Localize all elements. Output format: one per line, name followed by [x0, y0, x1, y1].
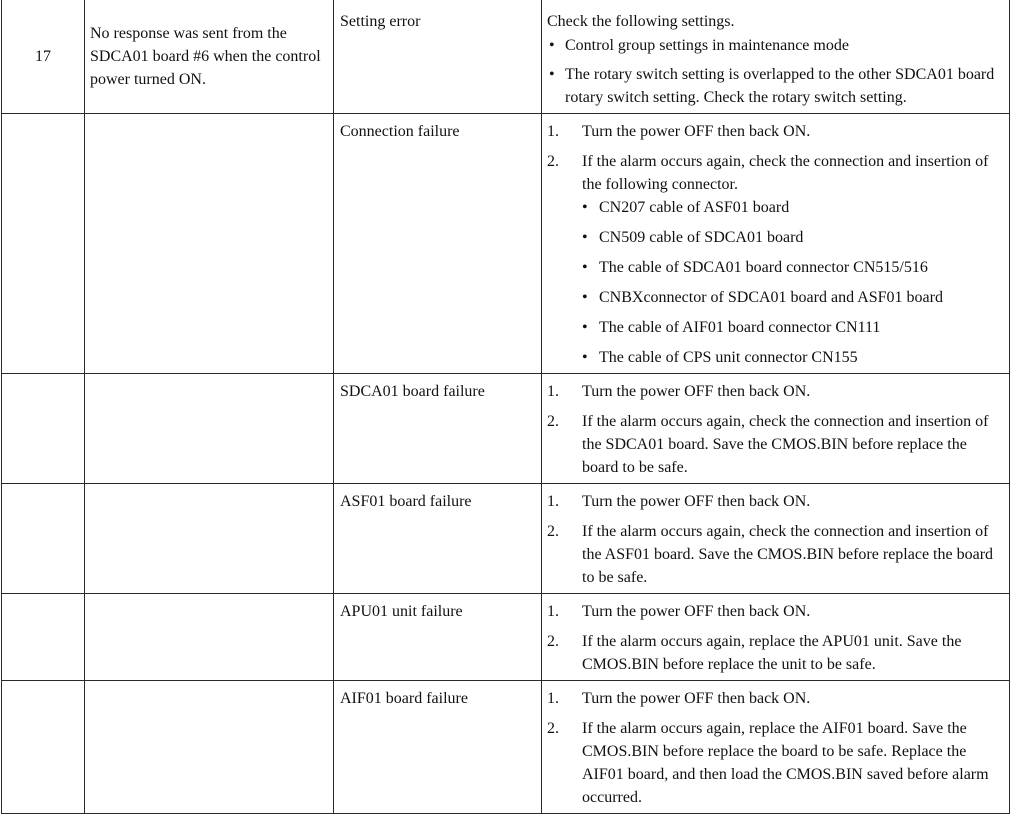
alarm-number-empty	[2, 681, 85, 814]
connector-item-text: CNBXconnector of SDCA01 board and ASF01 board	[599, 289, 943, 306]
cause-name: APU01 unit failure	[340, 603, 463, 620]
alarm-table	[1, 0, 1010, 814]
table-row	[2, 114, 1010, 374]
alarm-number-empty	[2, 594, 85, 681]
cause-cell	[334, 114, 542, 374]
remedy-bullet-text: Control group settings in maintenance mode	[565, 37, 849, 54]
bullet-icon: •	[549, 37, 555, 54]
remedy-cell	[542, 484, 1010, 594]
alarm-message-empty	[85, 374, 334, 484]
connector-list	[582, 196, 1005, 369]
remedy-cell	[542, 594, 1010, 681]
remedy-step	[547, 717, 1005, 809]
alarm-number-empty	[2, 114, 85, 374]
alarm-message	[85, 0, 334, 114]
bullet-icon: •	[582, 289, 588, 306]
step-text: Turn the power OFF then back ON.	[582, 690, 811, 707]
remedy-step	[547, 630, 1005, 676]
remedy-step	[547, 600, 1005, 623]
step-text: Turn the power OFF then back ON.	[582, 493, 811, 510]
step-text: If the alarm occurs again, replace the AIF01 board. Save the CMOS.BIN before replace the board to be safe. Replace the AIF01 board, and then load the CMOS.BIN saved before alarm occurred.	[582, 720, 989, 806]
remedy-step	[547, 490, 1005, 513]
alarm-message-empty	[85, 114, 334, 374]
remedy-cell	[542, 0, 1010, 114]
cause-name: ASF01 board failure	[340, 493, 472, 510]
bullet-icon: •	[582, 259, 588, 276]
alarm-message-empty	[85, 594, 334, 681]
step-text: Turn the power OFF then back ON.	[582, 383, 811, 400]
alarm-number-empty	[2, 484, 85, 594]
remedy-step	[547, 150, 1005, 369]
list-item	[582, 286, 1005, 309]
step-number: 2.	[547, 523, 559, 540]
connector-item-text: CN207 cable of ASF01 board	[599, 199, 790, 216]
step-text: If the alarm occurs again, replace the APU01 unit. Save the CMOS.BIN before replace the unit to be safe.	[582, 633, 962, 673]
list-item	[582, 256, 1005, 279]
list-item	[582, 346, 1005, 369]
remedy-step	[547, 380, 1005, 403]
cause-name: Setting error	[340, 13, 421, 30]
bullet-icon: •	[582, 319, 588, 336]
cause-cell	[334, 484, 542, 594]
list-item	[582, 196, 1005, 219]
table-row	[2, 681, 1010, 814]
list-item	[547, 63, 1005, 109]
remedy-cell	[542, 374, 1010, 484]
alarm-number: 17	[2, 0, 85, 114]
cause-cell	[334, 374, 542, 484]
alarm-number-empty	[2, 374, 85, 484]
bullet-icon: •	[549, 66, 555, 83]
connector-item-text: CN509 cable of SDCA01 board	[599, 229, 804, 246]
cause-name: Connection failure	[340, 123, 460, 140]
step-text: If the alarm occurs again, check the connection and insertion of the SDCA01 board. Save the CMOS.BIN before replace the board to be safe.	[582, 413, 989, 476]
cause-cell	[334, 0, 542, 114]
step-number: 1.	[547, 123, 559, 140]
table-row	[2, 374, 1010, 484]
remedy-step	[547, 687, 1005, 710]
step-text: Turn the power OFF then back ON.	[582, 603, 811, 620]
alarm-message-empty	[85, 484, 334, 594]
step-number: 2.	[547, 153, 559, 170]
table-row	[2, 0, 1010, 114]
step-number: 2.	[547, 720, 559, 737]
remedy-intro: Check the following settings.	[547, 13, 735, 30]
table-row	[2, 484, 1010, 594]
bullet-icon: •	[582, 199, 588, 216]
alarm-message-text: No response was sent from the SDCA01 board #6 when the control power turned ON.	[90, 25, 321, 88]
remedy-step	[547, 410, 1005, 479]
step-number: 2.	[547, 633, 559, 650]
connector-item-text: The cable of CPS unit connector CN155	[599, 349, 858, 366]
bullet-icon: •	[582, 349, 588, 366]
list-item	[582, 316, 1005, 339]
step-number: 2.	[547, 413, 559, 430]
cause-cell	[334, 594, 542, 681]
step-number: 1.	[547, 383, 559, 400]
bullet-icon: •	[582, 229, 588, 246]
remedy-step	[547, 520, 1005, 589]
remedy-cell	[542, 114, 1010, 374]
list-item	[582, 226, 1005, 249]
step-number: 1.	[547, 690, 559, 707]
step-number: 1.	[547, 603, 559, 620]
cause-cell	[334, 681, 542, 814]
step-number: 1.	[547, 493, 559, 510]
table-row	[2, 594, 1010, 681]
connector-item-text: The cable of AIF01 board connector CN111	[599, 319, 881, 336]
step-text: Turn the power OFF then back ON.	[582, 123, 811, 140]
cause-name: AIF01 board failure	[340, 690, 468, 707]
list-item	[547, 34, 1005, 57]
remedy-bullet-text: The rotary switch setting is overlapped to the other SDCA01 board rotary switch setting. Check the rotary switch setting.	[565, 66, 995, 106]
step-text: If the alarm occurs again, check the connection and insertion of the following connector.	[582, 153, 989, 193]
alarm-message-empty	[85, 681, 334, 814]
remedy-cell	[542, 681, 1010, 814]
cause-name: SDCA01 board failure	[340, 383, 485, 400]
remedy-step	[547, 120, 1005, 143]
step-text: If the alarm occurs again, check the connection and insertion of the ASF01 board. Save the CMOS.BIN before replace the board to be safe.	[582, 523, 994, 586]
connector-item-text: The cable of SDCA01 board connector CN515/516	[599, 259, 928, 276]
